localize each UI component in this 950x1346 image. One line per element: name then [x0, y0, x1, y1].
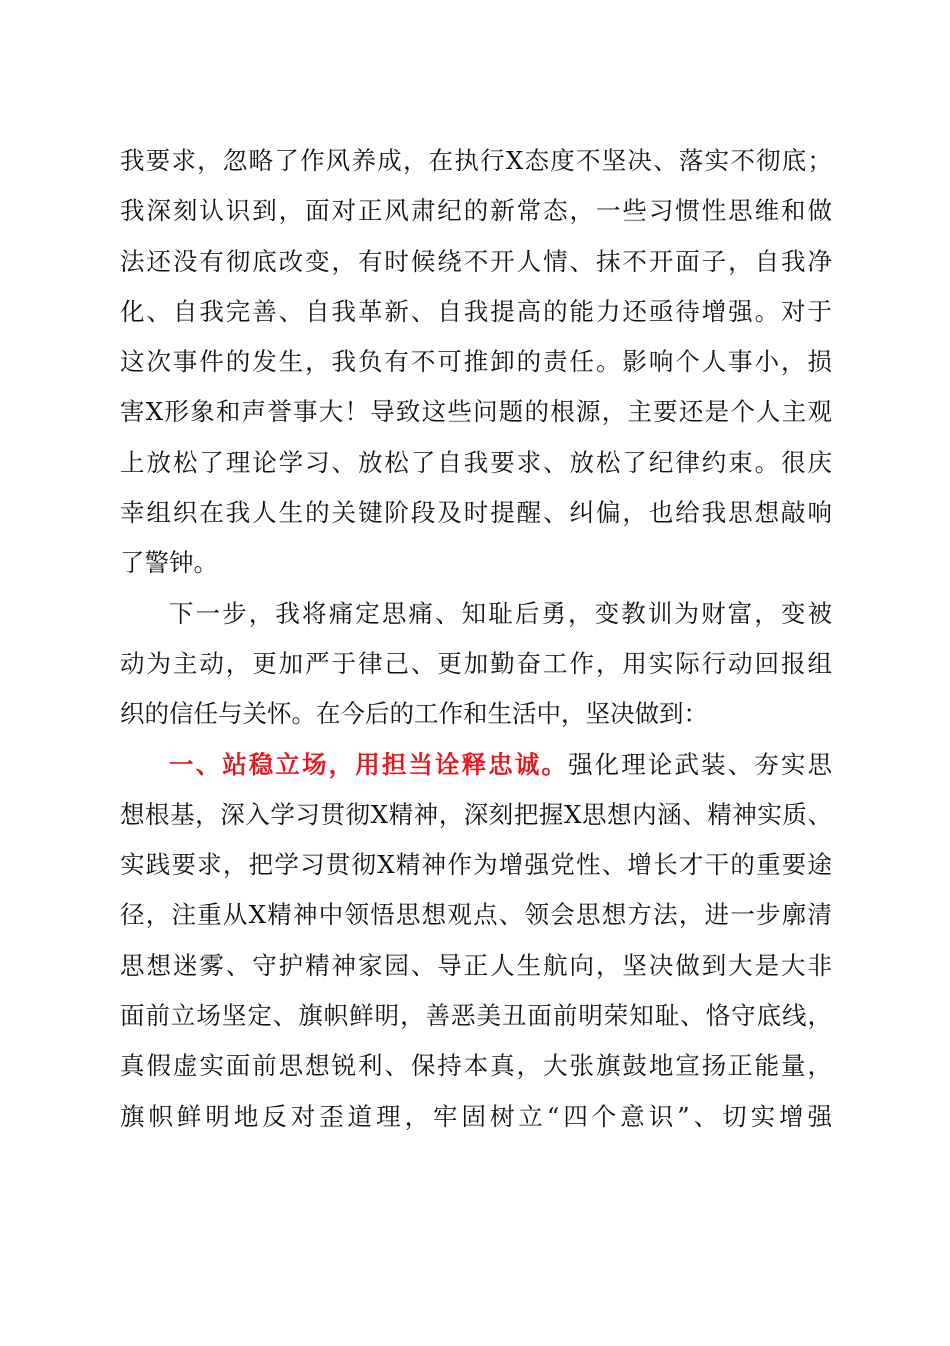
paragraph-line: 思想迷雾、守护精神家园、导正人生航向，坚决做到大是大非 [120, 950, 832, 980]
section-text: 强化理论武装、夯实思 [568, 749, 832, 779]
paragraph-line: 幸组织在我人生的关键阶段及时提醒、纠偏，也给我思想敲响 [120, 498, 832, 528]
paragraph-line: 径，注重从X精神中领悟思想观点、领会思想方法，进一步廓清 [120, 900, 832, 930]
paragraph-line: 我深刻认识到，面对正风肃纪的新常态，一些习惯性思维和做 [120, 196, 832, 226]
paragraph-line: 上放松了理论学习、放松了自我要求、放松了纪律约束。很庆 [120, 447, 832, 477]
section-heading-line [120, 740, 832, 790]
paragraph-line: 织的信任与关怀。在今后的工作和生活中，坚决做到： [120, 699, 708, 729]
paragraph-line: 旗帜鲜明地反对歪道理，牢固树立“四个意识”、切实增强 [120, 1101, 832, 1131]
paragraph-line: 动为主动，更加严于律己、更加勤奋工作，用实际行动回报组 [120, 648, 832, 678]
paragraph-line: 实践要求，把学习贯彻X精神作为增强党性、增长才干的重要途 [120, 850, 832, 880]
document-body [120, 136, 832, 1142]
paragraph-line: 了警钟。 [120, 548, 218, 578]
paragraph-line: 这次事件的发生，我负有不可推卸的责任。影响个人事小，损 [120, 347, 832, 377]
section-heading: 一、站稳立场，用担当诠释忠诚。 [169, 749, 569, 779]
paragraph-line: 害X形象和声誉事大！导致这些问题的根源，主要还是个人主观 [120, 397, 832, 427]
paragraph-line: 化、自我完善、自我革新、自我提高的能力还亟待增强。对于 [120, 296, 832, 326]
paragraph-line: 我要求，忽略了作风养成，在执行X态度不坚决、落实不彻底； [120, 146, 832, 175]
paragraph-line: 法还没有彻底改变，有时候绕不开人情、抹不开面子，自我净 [120, 246, 832, 276]
paragraph-line: 下一步，我将痛定思痛、知耻后勇，变教训为财富，变被 [169, 598, 832, 628]
paragraph-line: 真假虚实面前思想锐利、保持本真，大张旗鼓地宣扬正能量， [120, 1051, 832, 1081]
paragraph-line: 想根基，深入学习贯彻X精神，深刻把握X思想内涵、精神实质、 [120, 799, 832, 829]
paragraph-line: 面前立场坚定、旗帜鲜明，善恶美丑面前明荣知耻、恪守底线， [120, 1001, 832, 1031]
